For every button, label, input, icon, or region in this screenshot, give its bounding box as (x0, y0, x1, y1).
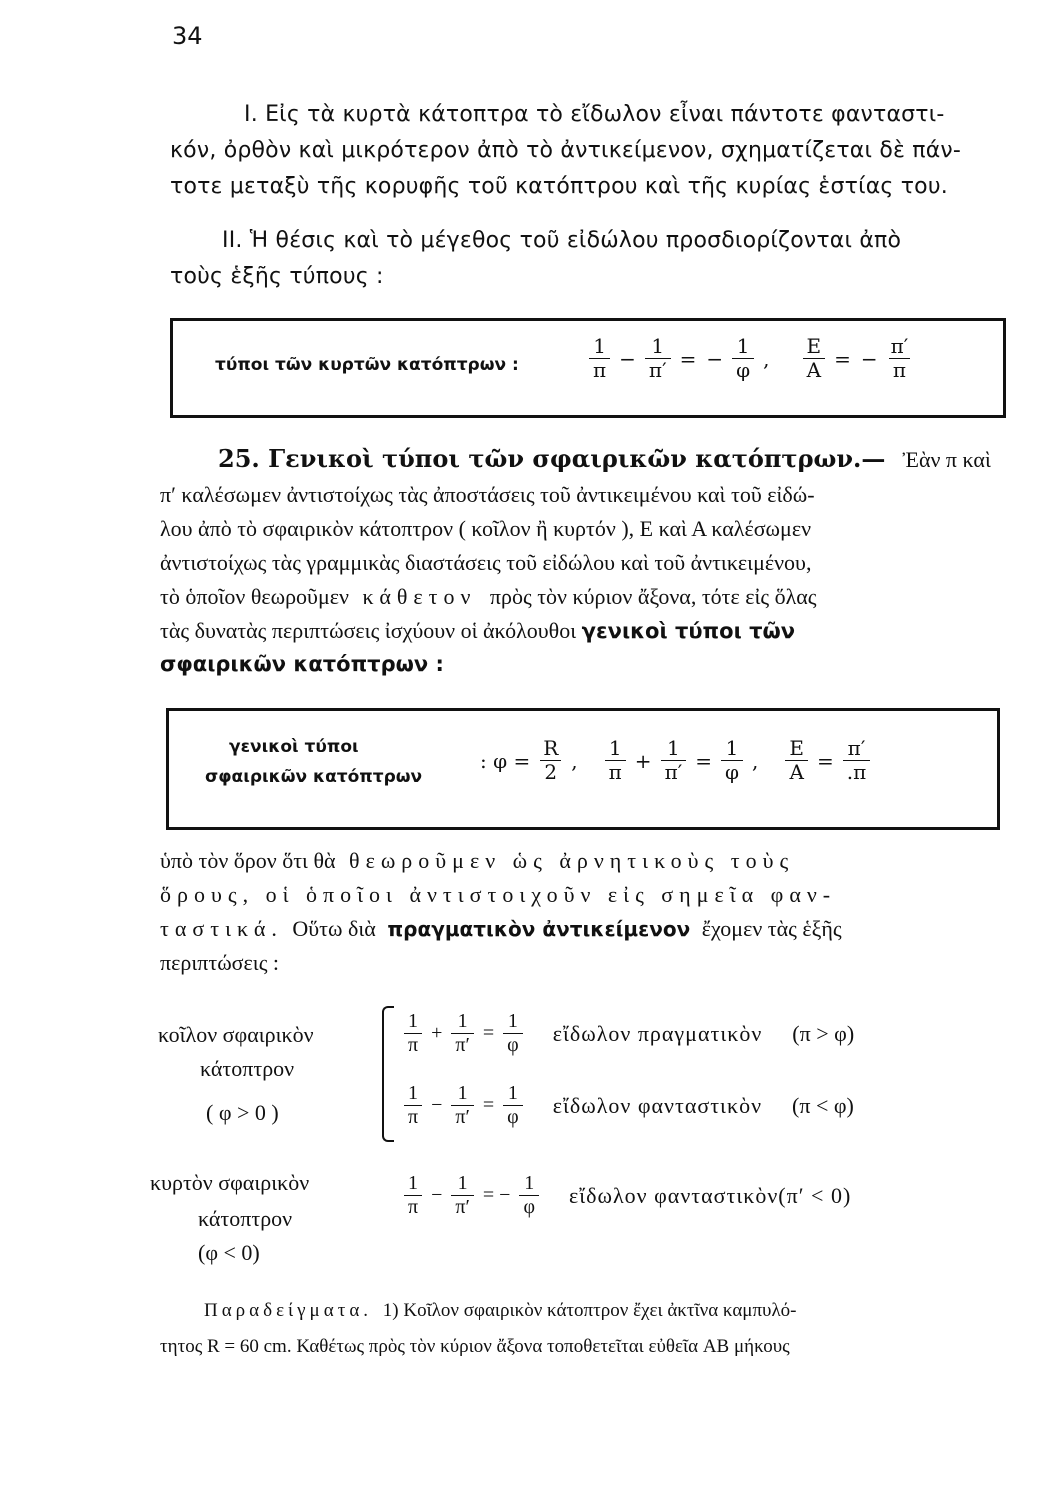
intro-line-3: τοτε μεταξὺ τῆς κορυφῆς τοῦ κατόπτρου καὶ τῆς κυρίας ἑστίας του. (170, 174, 948, 199)
case-1-description: εἴδωλον πραγματικὸν (552, 1020, 763, 1046)
intro-line-5: τοὺς ἑξῆς τύπους : (170, 264, 384, 289)
emphasis-kathetos: κάθετον (362, 584, 477, 609)
condition-line-4: περιπτώσεις : (160, 950, 280, 975)
case-concave-virtual: $\frac{1}{\pi}$ − $\frac{1}{\pi'}$ = $\frac{1}{\varphi}$ εἴδωλον φανταστικὸν (π < φ) (400, 1082, 854, 1129)
intro-line-1: I. Εἰς τὰ κυρτὰ κάτοπτρα τὸ εἴδωλον εἶναι πάντοτε φανταστι- (244, 102, 945, 127)
emphasis-real-object: πραγματικὸν ἀντικείμενον (387, 917, 691, 941)
section-line-7: σφαιρικῶν κατόπτρων : (160, 652, 444, 676)
fraction-1-over-phi: $\frac{1}{\varphi}$ (721, 737, 743, 784)
condition-line-2: ὅρους, οἱ ὁποῖοι ἀντιστοιχοῦν εἰς σημεῖα φαν- (160, 882, 837, 907)
section-line-4: ἀντιστοίχως τὰς γραμμικὰς διαστάσεις τοῦ εἰδώλου καὶ τοῦ ἀντικειμένου, (160, 550, 812, 575)
general-formula-box (166, 708, 1000, 830)
section-line-3: λου ἀπὸ τὸ σφαιρικὸν κάτοπτρον ( κοῖλον ἢ κυρτόν ), Ε καὶ Α καλέσωμεν (160, 516, 812, 541)
case-2-description: εἴδωλον φανταστικὸν (552, 1092, 763, 1118)
general-formula-label-1: γενικοὶ τύποι (229, 737, 359, 757)
fraction-pi-prime-over-pi: $\frac{\pi'}{\pi}$ (890, 334, 909, 382)
section-title: 25. Γενικοὶ τύποι τῶν σφαιρικῶν κατόπτρων.— (218, 444, 886, 473)
case-3-description: εἴδωλον φανταστικὸν(π′ < 0) (568, 1182, 852, 1208)
convex-formula: $\frac{1}{\pi}$ − $\frac{1}{\pi'}$ = − $\frac{1}{\varphi}$ , $\frac{E}{A}$ = − $\frac{\pi'}{\pi}$ (585, 335, 916, 382)
convex-label-2: κάτοπτρον (198, 1206, 293, 1231)
general-formula-label-2: σφαιρικῶν κατόπτρων (205, 767, 423, 787)
fraction-1-over-pi: $\frac{1}{\pi}$ (605, 737, 626, 784)
fraction-1-over-phi: $\frac{1}{\varphi}$ (732, 335, 754, 382)
fraction-R-over-2: $\frac{R}{2}$ (539, 737, 562, 784)
section-heading-line (218, 444, 991, 473)
concave-label-1: κοῖλον σφαιρικὸν (158, 1022, 314, 1047)
fraction-1-over-pi-prime: $\frac{1}{\pi'}$ (661, 737, 687, 784)
emphasis-general-formulas: γενικοὶ τύποι τῶν (581, 619, 796, 643)
section-line-6: τὰς δυνατὰς περιπτώσεις ἰσχύουν οἱ ἀκόλουθοι γενικοὶ τύποι τῶν (160, 618, 796, 643)
concave-label-3: ( φ > 0 ) (206, 1100, 279, 1125)
convex-label-1: κυρτὸν σφαιρικὸν (150, 1170, 310, 1195)
page-number: 34 (172, 22, 203, 50)
fraction-E-over-A: $\frac{E}{A}$ (803, 335, 826, 382)
fraction-pi-prime-over-pi: $\frac{\pi'}{.\pi}$ (843, 737, 871, 784)
fraction-1-over-pi: $\frac{1}{\pi}$ (589, 335, 610, 382)
section-line-1-tail: Ἐὰν π καὶ (902, 447, 991, 472)
convex-formula-label: τύποι τῶν κυρτῶν κατόπτρων : (215, 355, 519, 375)
concave-label-2: κάτοπτρον (200, 1056, 295, 1081)
examples-label: Παραδείγματα. (204, 1300, 373, 1321)
case-convex-virtual: $\frac{1}{\pi}$ − $\frac{1}{\pi'}$ = − $\frac{1}{\varphi}$ εἴδωλον φανταστικὸν(π′ < 0) (400, 1172, 851, 1219)
brace-upper (382, 1006, 394, 1080)
condition-line-1: ὑπὸ τὸν ὅρον ὅτι θὰ θεωροῦμεν ὡς ἀρνητικοὺς τοὺς (160, 848, 795, 873)
convex-label-3: (φ < 0) (198, 1240, 260, 1265)
case-2-condition: (π < φ) (792, 1092, 854, 1118)
section-line-5: τὸ ὁποῖον θεωροῦμεν κάθετον πρὸς τὸν κύριον ἄξονα, τότε εἰς ὅλας (160, 584, 817, 609)
general-formula: : φ = $\frac{R}{2}$ , $\frac{1}{\pi}$ + $\frac{1}{\pi'}$ = $\frac{1}{\varphi}$ , $\frac{E}{A}$ = $\frac{\pi'}{.\pi}$ (475, 737, 874, 784)
intro-line-4: II. Ἡ θέσις καὶ τὸ μέγεθος τοῦ εἰδώλου προσδιορίζονται ἀπὸ (222, 228, 902, 253)
emphasis-consider-negative: θεωροῦμεν ὡς ἀρνητικοὺς τοὺς (349, 848, 795, 873)
brace-lower (382, 1078, 394, 1142)
condition-line-3: ταστικά. Οὕτω διὰ πραγματικὸν ἀντικείμενον ἔχομεν τὰς ἑξῆς (160, 916, 842, 941)
case-concave-real: $\frac{1}{\pi}$ + $\frac{1}{\pi'}$ = $\frac{1}{\varphi}$ εἴδωλον πραγματικὸν (π > φ) (400, 1010, 854, 1057)
case-1-condition: (π > φ) (792, 1020, 855, 1046)
fraction-E-over-A: $\frac{E}{A}$ (785, 737, 808, 784)
fraction-1-over-pi-prime: $\frac{1}{\pi'}$ (645, 335, 671, 382)
convex-formula-box (170, 318, 1006, 418)
examples-line-1: Παραδείγματα. 1) Κοῖλον σφαιρικὸν κάτοπτρον ἔχει ἀκτῖνα καμπυλό- (204, 1300, 797, 1321)
intro-line-2: κόν, ὀρθὸν καὶ μικρότερον ἀπὸ τὸ ἀντικείμενον, σχηματίζεται δὲ πάν- (170, 138, 962, 163)
section-line-2: π′ καλέσωμεν ἀντιστοίχως τὰς ἀποστάσεις τοῦ ἀντικειμένου καὶ τοῦ εἰδώ- (160, 482, 815, 507)
examples-line-2: τητος R = 60 cm. Καθέτως πρὸς τὸν κύριον ἄξονα τοποθετεῖται εὐθεῖα AB μήκους (160, 1336, 790, 1357)
